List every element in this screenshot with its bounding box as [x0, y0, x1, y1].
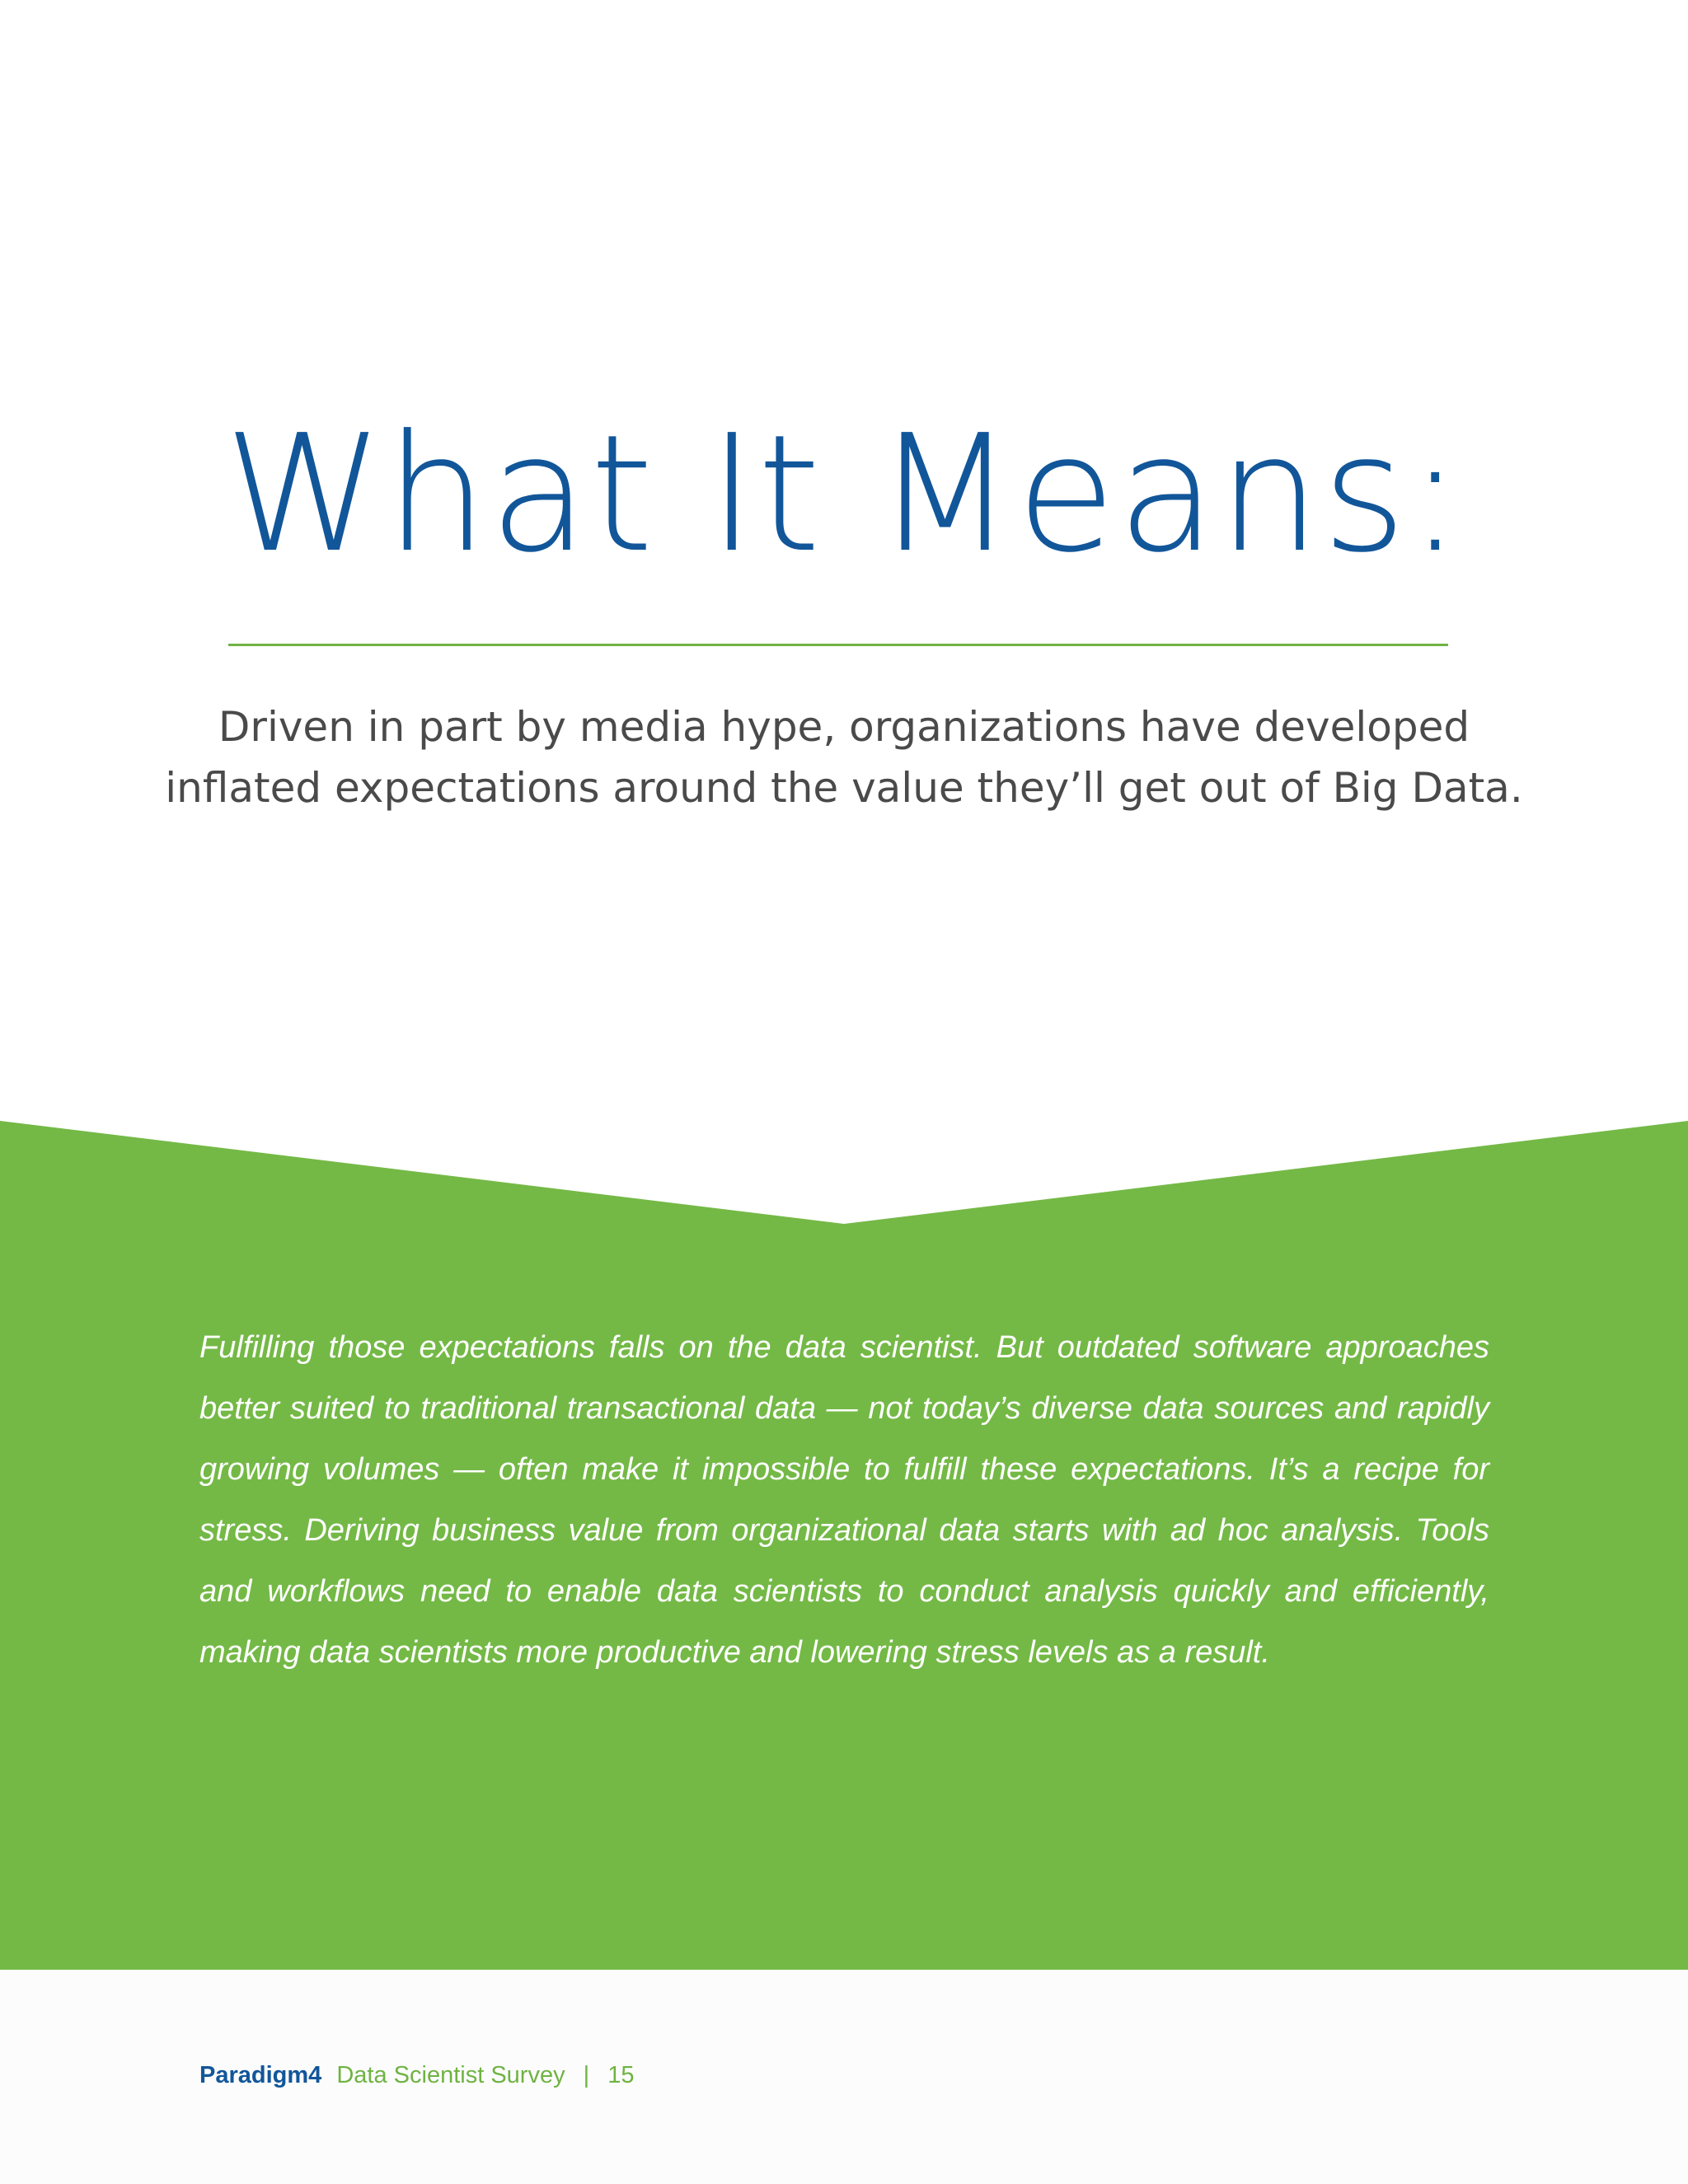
- title-divider: [228, 644, 1448, 646]
- footer-separator: |: [583, 2062, 590, 2088]
- footer-page-number: 15: [607, 2062, 635, 2088]
- subtitle-line-1: Driven in part by media hype, organizations have developed: [218, 703, 1470, 751]
- page-footer: [199, 2059, 635, 2092]
- subtitle-line-2: inflated expectations around the value they’ll get out of Big Data.: [165, 764, 1523, 812]
- footer-document-title: Data Scientist Survey: [336, 2062, 565, 2088]
- page-title: What It Means:: [223, 401, 1465, 588]
- band-body-text: Fulfilling those expectations falls on the data scientist. But outdated software approaches better suited to traditional transactional data — not today’s diverse data sources and rapidly growing volumes — often make it impossible to fulfill these expectations. It’s a recipe for stress. Deriving business value from organizational data starts with ad hoc analysis. Tools and workflows need to enable data scientists to conduct analysis quickly and efficiently, making data scientists more productive and lowering stress levels as a result.: [199, 1330, 1489, 1670]
- footer-brand: Paradigm4: [199, 2062, 322, 2088]
- page-subtitle: [165, 696, 1523, 818]
